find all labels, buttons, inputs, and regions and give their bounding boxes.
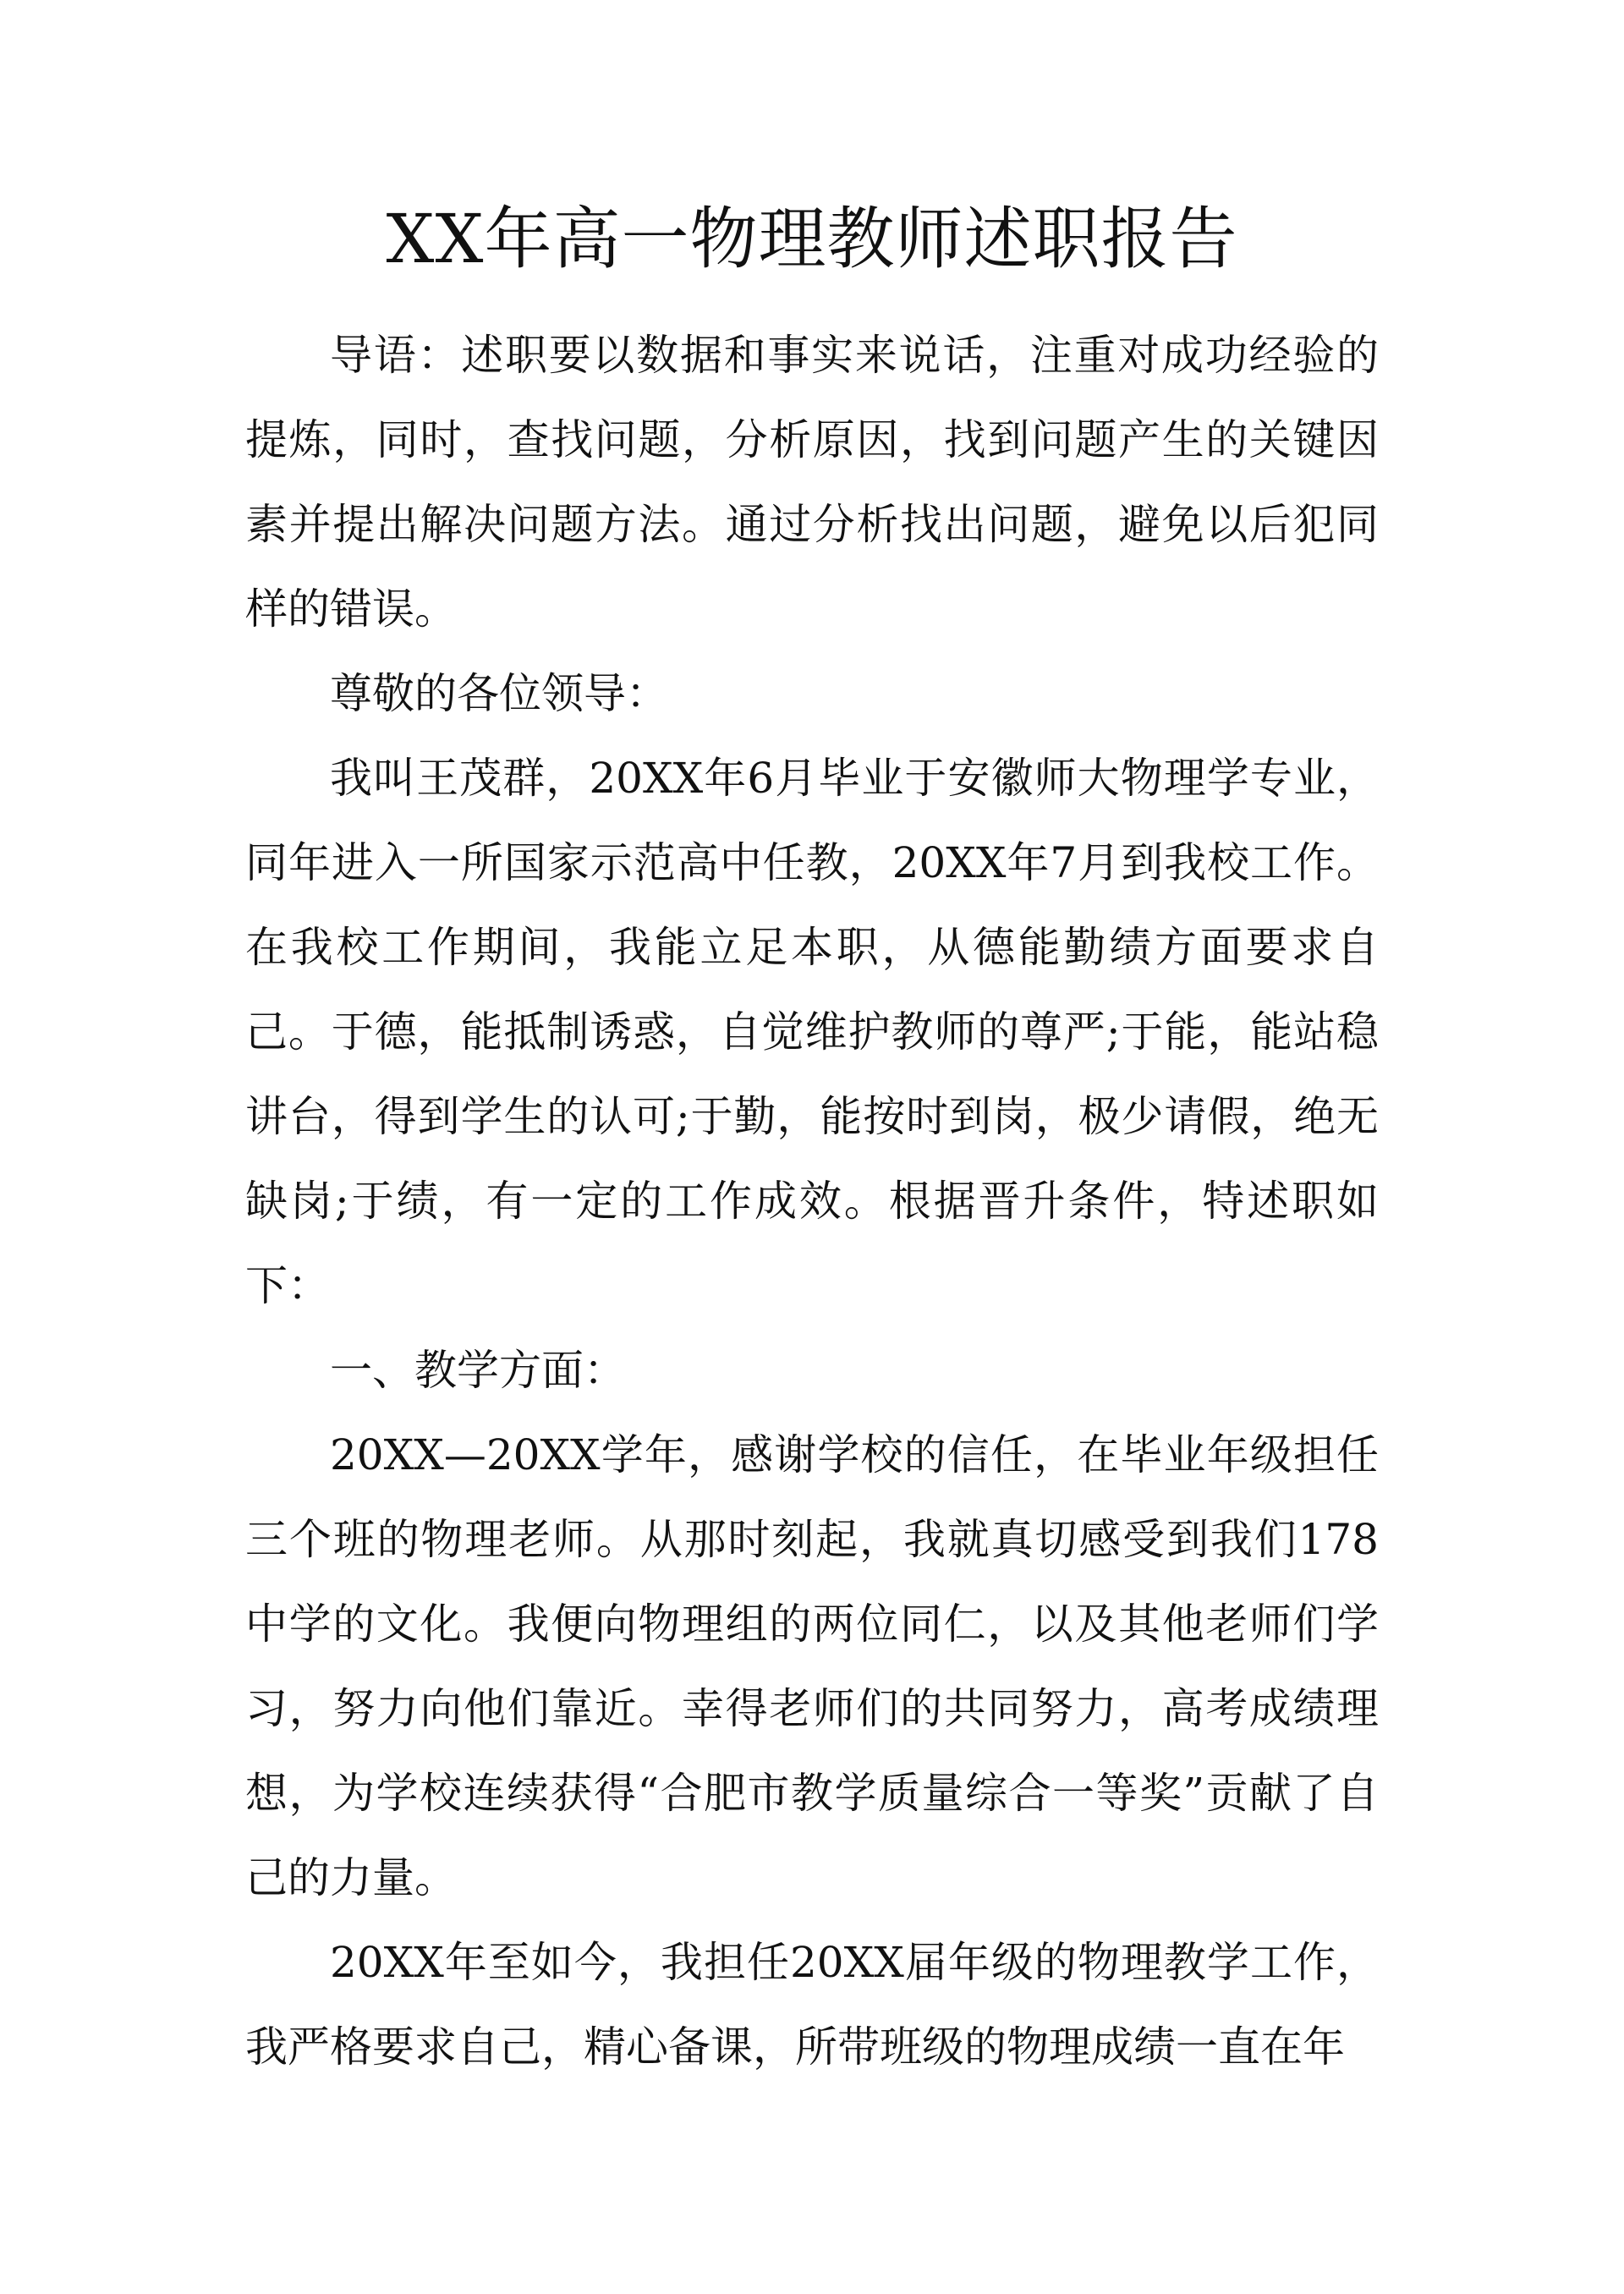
section-heading-teaching: 一、教学方面： — [330, 1346, 626, 1395]
paragraph-intro: 导语：述职要以数据和事实来说话，注重对成功经验的提炼，同时，查找问题，分析原因，找到问题产生的关键因素并提出解决问题方法。通过分析找出问题，避免以后犯同样的错误。 — [245, 331, 1379, 634]
paragraph-teaching-year-1: 20XX—20XX学年，感谢学校的信任，在毕业年级担任三个班的物理老师。从那时刻起，我就真切感受到我们178中学的文化。我便向物理组的两位同仁，以及其他老师们学习，努力向他们靠近。幸得老师们的共同努力，高考成绩理想，为学校连续获得“合肥市教学质量综合一等奖”贡献了自己的力量。 — [245, 1430, 1379, 1902]
paragraph-salutation: 尊敬的各位领导： — [330, 669, 668, 718]
document-title: XX年高一物理教师述职报告 — [386, 200, 1238, 278]
paragraph-teaching-current: 20XX年至如今，我担任20XX届年级的物理教学工作，我严格要求自己，精心备课，所带班级的物理成绩一直在年 — [245, 1938, 1379, 2072]
document-body — [245, 313, 1379, 2089]
paragraph-self-introduction: 我叫王茂群，20XX年6月毕业于安徽师大物理学专业，同年进入一所国家示范高中任教，20XX年7月到我校工作。在我校工作期间，我能立足本职，从德能勤绩方面要求自己。于德，能抵制诱惑，自觉维护教师的尊严;于能，能站稳讲台，得到学生的认可;于勤，能按时到岗，极少请假，绝无缺岗;于绩，有一定的工作成效。根据晋升条件，特述职如下： — [245, 754, 1379, 1310]
